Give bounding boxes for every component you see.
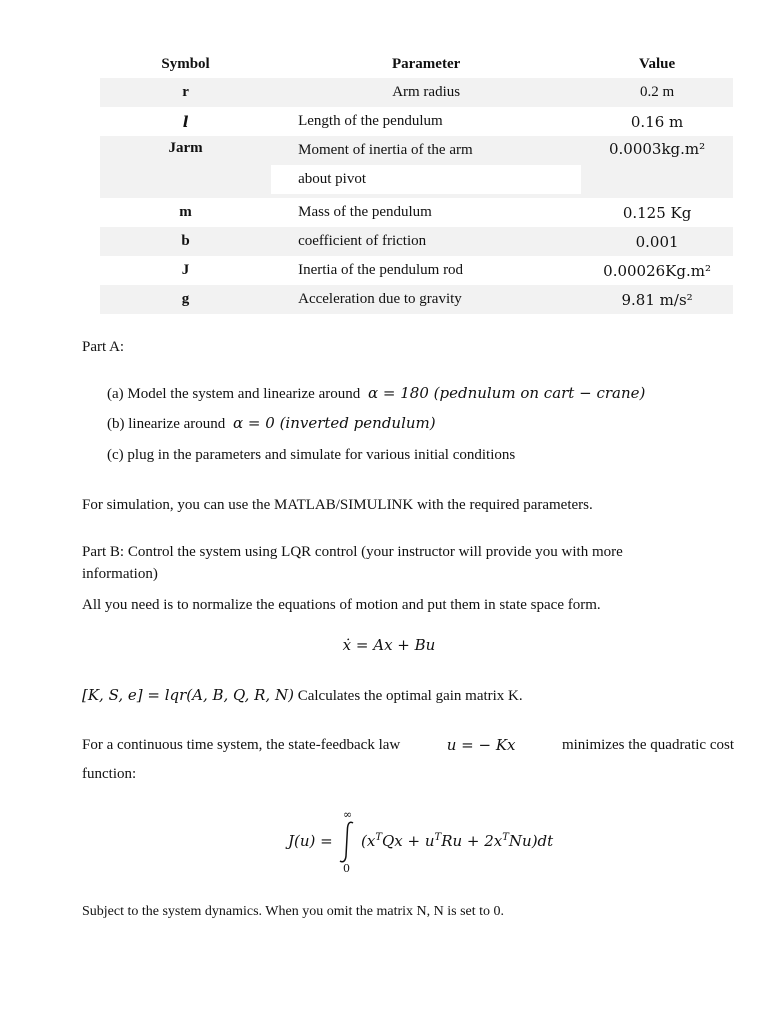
item-b-math: α = 0 (inverted pendulum) — [233, 414, 436, 432]
item-a-math: α = 180 (pednulum on cart − crane) — [368, 384, 646, 402]
table-row — [100, 256, 733, 285]
state-space-equation: ẋ = Ax + Bu — [342, 636, 436, 654]
part-a-item-b — [107, 414, 436, 433]
item-a-text: (a) Model the system and linearize around — [107, 386, 361, 402]
part-a-item-a — [107, 384, 645, 403]
item-b-text: (b) linearize around — [107, 416, 226, 432]
cell-parameter-line1: Moment of inertia of the arm — [298, 136, 581, 165]
header-symbol: Symbol — [161, 55, 210, 72]
header-value: Value — [639, 55, 676, 72]
cell-parameter: Arm radius — [271, 78, 581, 107]
cell-value: 0.2 m — [581, 78, 733, 107]
transpose-mark: T — [434, 832, 442, 843]
lqr-text: Calculates the optimal gain matrix K. — [297, 688, 523, 704]
cell-symbol: r — [100, 78, 271, 107]
cell-symbol: l — [182, 112, 189, 131]
cell-value: 0.0003kg.m² — [581, 136, 733, 198]
integral-lower-limit: 0 — [343, 862, 350, 875]
cost-line1 — [82, 734, 734, 756]
cost-line1-b: minimizes the quadratic cost — [561, 737, 734, 753]
header-parameter: Parameter — [391, 55, 461, 72]
cell-parameter: Mass of the pendulum — [298, 204, 432, 220]
normalize-note: All you need is to normalize the equations of motion and put them in state space form. — [82, 597, 601, 613]
lqr-line — [82, 684, 523, 707]
cell-symbol: b — [100, 227, 271, 256]
table-row — [100, 227, 733, 256]
cost-lhs: J(u) = — [288, 832, 333, 850]
table-row — [100, 198, 733, 227]
cost-integrand — [361, 832, 553, 850]
integrand-part: Nu)dt — [508, 832, 554, 850]
cell-parameter: Inertia of the pendulum rod — [298, 262, 464, 278]
integral-upper-limit: ∞ — [343, 808, 353, 821]
lqr-math: [K, S, e] = lqr(A, B, Q, R, N) — [82, 686, 294, 704]
part-b-line1: Part B: Control the system using LQR control (your instructor will provide you with more — [82, 544, 623, 560]
subject-note: Subject to the system dynamics. When you omit the matrix N, N is set to 0. — [82, 904, 505, 919]
part-b-line2: information) — [82, 566, 158, 582]
cost-line1-math: u = − Kx — [446, 736, 516, 754]
table-row — [100, 107, 733, 136]
cell-parameter — [271, 136, 581, 198]
integrand-part: Ru + 2x — [441, 832, 503, 850]
cell-symbol: Jarm — [100, 136, 271, 198]
cell-value: 9.81 m/s² — [581, 285, 733, 314]
parameters-table — [100, 50, 733, 314]
part-a-item-c: (c) plug in the parameters and simulate for various initial conditions — [107, 447, 516, 463]
table-row — [100, 285, 733, 314]
cell-symbol: J — [181, 262, 190, 278]
integrand-part: (x — [361, 832, 376, 850]
cell-symbol: g — [100, 285, 271, 314]
cell-value: 0.001 — [581, 227, 733, 256]
cell-symbol: m — [179, 204, 192, 220]
integral-sign-icon — [336, 820, 358, 864]
table-header-row — [100, 50, 733, 78]
transpose-mark: T — [375, 832, 382, 843]
integrand-part: Qx + u — [381, 832, 435, 850]
cell-value: 0.16 m — [630, 112, 684, 131]
part-a-heading: Part A: — [82, 339, 125, 355]
cell-parameter-line2: about pivot — [271, 165, 581, 194]
cost-line1-a: For a continuous time system, the state-feedback law — [82, 737, 401, 753]
cell-value: 0.00026Kg.m² — [603, 261, 711, 280]
table-row — [100, 136, 733, 198]
simulation-note: For simulation, you can use the MATLAB/SIMULINK with the required parameters. — [82, 497, 593, 513]
cell-value: 0.125 Kg — [622, 203, 692, 222]
part-b-intro — [82, 541, 742, 585]
cost-line2: function: — [82, 766, 137, 782]
cell-parameter: Length of the pendulum — [298, 113, 443, 129]
transpose-mark: T — [502, 832, 509, 843]
cell-parameter: Acceleration due to gravity — [271, 285, 581, 314]
cell-parameter: coefficient of friction — [271, 227, 581, 256]
table-row — [100, 78, 733, 107]
